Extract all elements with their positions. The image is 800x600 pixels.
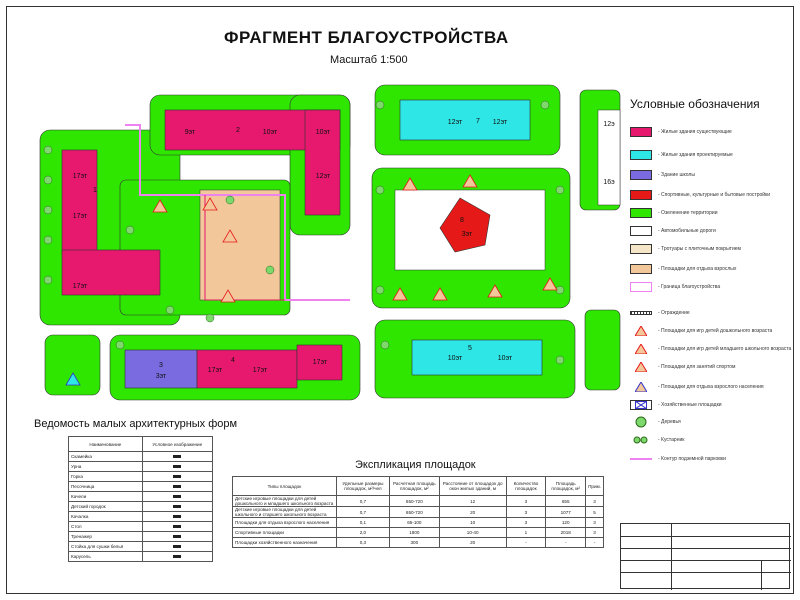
maf-name-cell: Качалка <box>69 512 143 522</box>
b8-floors: 3эт <box>461 231 473 238</box>
triangle-d-icon <box>630 382 652 392</box>
table-row <box>69 482 213 492</box>
legend-item <box>630 360 735 374</box>
maf-symbol-cell <box>142 482 212 492</box>
maf-symbol-cell <box>142 532 212 542</box>
legend-item-label: - Контур подземной парковки <box>658 456 726 462</box>
building-3 <box>125 350 197 388</box>
scale-label: Масштаб 1:500 <box>330 54 408 66</box>
table-row <box>233 538 604 548</box>
table-row <box>69 462 213 472</box>
expl-cell: 2018 <box>546 528 586 538</box>
legend-item <box>630 415 681 429</box>
expl-cell: 3 <box>586 528 604 538</box>
legend-title: Условные обозначения <box>630 97 760 111</box>
expl-cell: 20 <box>439 507 506 518</box>
page-title: ФРАГМЕНТ БЛАГОУСТРОЙСТВА <box>224 28 509 47</box>
maf-symbol-cell <box>142 452 212 462</box>
maf-symbol-cell <box>142 522 212 532</box>
building-2-wing <box>305 110 340 215</box>
b7-number: 7 <box>476 118 480 125</box>
expl-cell: 3 <box>506 518 546 528</box>
legend-item-label: - Здание школы <box>658 172 695 178</box>
table-row <box>69 492 213 502</box>
legend-item-label: - Жилые здания существующие <box>658 129 732 135</box>
tree-icon <box>44 236 52 244</box>
table-row <box>69 552 213 562</box>
legend-item-label: - Площадки для игр детей младшего школьного возраста <box>658 346 792 352</box>
triangle-b-icon <box>630 344 652 354</box>
maf-name-cell: Горка <box>69 472 143 482</box>
expl-cell: 1 <box>506 528 546 538</box>
fill-residential-icon <box>630 127 652 137</box>
legend-item <box>630 324 772 338</box>
tree-icon <box>376 101 384 109</box>
b1-label-c: 17эт <box>72 283 88 290</box>
expl-cell: 655 <box>546 496 586 507</box>
box-x-icon <box>630 400 652 410</box>
expl-cell: 10-40 <box>439 528 506 538</box>
legend-item-label: - Площадки для отдыха взрослых <box>658 266 737 272</box>
legend-item <box>630 168 695 182</box>
legend-item-label: - Кустарник <box>658 437 685 443</box>
expl-table-title: Экспликация площадок <box>355 459 476 471</box>
b3-number: 3 <box>159 362 163 369</box>
expl-header-cell: Прим. <box>586 477 604 496</box>
b8-number: 8 <box>460 217 464 224</box>
table-row <box>233 518 604 528</box>
table-row <box>233 496 604 507</box>
expl-cell: Детские игровые площадки для детей школьного и старшего школьного возраста <box>233 507 337 518</box>
shrub-icon <box>630 435 652 445</box>
legend-item <box>630 280 720 294</box>
expl-cell: - <box>546 538 586 548</box>
tree-icon <box>126 226 134 234</box>
b9-label-b: 16э <box>603 179 615 186</box>
b4-label-c: 17эт <box>312 359 328 366</box>
b4-label-a: 17эт <box>207 367 223 374</box>
expl-cell: 0,3 <box>336 538 389 548</box>
table-row <box>233 528 604 538</box>
tree-icon <box>376 286 384 294</box>
legend-item-label: - Тротуары с плиточным покрытием <box>658 246 741 252</box>
expl-cell: 65-100 <box>389 518 439 528</box>
tree-icon <box>44 146 52 154</box>
tree-icon <box>376 186 384 194</box>
legend-item-label: - Спортивные, культурные и бытовые постройки <box>658 192 771 198</box>
expl-cell: Спортивные площадки <box>233 528 337 538</box>
tree-icon <box>226 196 234 204</box>
title-block-stamp <box>620 523 790 589</box>
expl-cell: - <box>586 538 604 548</box>
expl-cell: 5 <box>586 507 604 518</box>
maf-symbol-cell <box>142 542 212 552</box>
maf-name-cell: Карусель <box>69 552 143 562</box>
tree-icon <box>44 176 52 184</box>
expl-header-cell: Расстояние от площадок до окон жилых зданий, м <box>439 477 506 496</box>
legend-item <box>630 262 736 276</box>
expl-cell: 1800 <box>389 528 439 538</box>
expl-cell: 20 <box>439 538 506 548</box>
b5-label-b: 10эт <box>497 355 513 362</box>
legend-item <box>630 224 716 238</box>
expl-header-cell: Расчетная площадь площадок, м² <box>389 477 439 496</box>
fill-lawn-icon <box>630 208 652 218</box>
legend-item-label: - Ограждение <box>658 310 690 316</box>
maf-symbol-cell <box>142 512 212 522</box>
legend-item-label: - Площадки для занятий спортом <box>658 364 736 370</box>
tree-icon <box>630 417 652 427</box>
tree-icon <box>44 206 52 214</box>
legend-item-label: - Автомобильные дороги <box>658 228 716 234</box>
tree-icon <box>116 341 124 349</box>
maf-table <box>68 436 213 562</box>
b1-number: 1 <box>93 187 97 194</box>
b3-floors: 3эт <box>155 373 167 380</box>
expl-cell: 2,0 <box>336 528 389 538</box>
maf-symbol-cell <box>142 552 212 562</box>
b2-label-d: 12эт <box>315 173 331 180</box>
expl-cell: 3 <box>586 518 604 528</box>
expl-cell: Детские игровые площадки для детей дошкольного и младшего школьного возраста <box>233 496 337 507</box>
legend-item <box>630 188 770 202</box>
table-row <box>69 452 213 462</box>
b2-label-a: 9эт <box>184 129 196 136</box>
b7-label-b: 12эт <box>492 119 508 126</box>
expl-cell: 10 <box>439 518 506 528</box>
legend-item-label: - Озеленение территории <box>658 210 718 216</box>
legend-item-label: - Деревья <box>658 419 681 425</box>
expl-table-header <box>233 477 604 496</box>
legend-item <box>630 342 791 356</box>
maf-symbol-cell <box>142 472 212 482</box>
maf-name-cell: Качели <box>69 492 143 502</box>
maf-name-cell: Детский городок <box>69 502 143 512</box>
tree-icon <box>266 266 274 274</box>
maf-symbol-cell <box>142 492 212 502</box>
table-row <box>69 532 213 542</box>
expl-cell: 1077 <box>546 507 586 518</box>
table-row <box>69 512 213 522</box>
tree-icon <box>206 314 214 322</box>
fence-icon <box>630 311 652 315</box>
fill-playground-icon <box>630 264 652 274</box>
triangle-c-icon <box>630 362 652 372</box>
legend-item <box>630 433 684 447</box>
tree-icon <box>541 101 549 109</box>
expl-cell: - <box>506 538 546 548</box>
b1-label-a: 17эт <box>72 173 88 180</box>
line-pink-icon <box>630 458 652 460</box>
legend-item-label: - Площадки для отдыха взрослого населения <box>658 384 764 390</box>
expl-header-cell: Площадь площадок, м² <box>546 477 586 496</box>
table-row <box>69 542 213 552</box>
expl-cell: Площадки для отдыха взрослого населения <box>233 518 337 528</box>
explication-table <box>232 476 604 548</box>
b2-number: 2 <box>236 127 240 134</box>
tree-icon <box>166 306 174 314</box>
legend-item-label: - Площадки для игр детей дошкольного возраста <box>658 328 773 334</box>
building-7 <box>400 100 530 140</box>
b9-label-a: 12э <box>603 121 615 128</box>
fill-planned-icon <box>630 150 652 160</box>
expl-cell: 120 <box>546 518 586 528</box>
legend-item <box>630 452 726 466</box>
expl-cell: 3 <box>506 496 546 507</box>
triangle-a-icon <box>630 326 652 336</box>
building-1-wing <box>62 150 97 255</box>
legend-item-label: - Жилые здания проектируемые <box>658 152 733 158</box>
b2-label-b: 10эт <box>262 129 278 136</box>
lawn-right-bottom <box>585 310 620 390</box>
tree-icon <box>44 276 52 284</box>
legend-item <box>630 398 722 412</box>
legend-item <box>630 206 718 220</box>
fill-school-icon <box>630 170 652 180</box>
b1-label-b: 17эт <box>72 213 88 220</box>
b7-label-a: 12эт <box>447 119 463 126</box>
fill-paving-icon <box>630 244 652 254</box>
legend-item <box>630 380 764 394</box>
b2-label-c: 10эт <box>315 129 331 136</box>
expl-cell: Площадки хозяйственного назначения <box>233 538 337 548</box>
maf-header-symbol: Условное изображение <box>142 437 212 452</box>
maf-name-cell: Стойка для сушки белья <box>69 542 143 552</box>
maf-symbol-cell <box>142 502 212 512</box>
b5-number: 5 <box>468 345 472 352</box>
maf-header-name: Наименование <box>69 437 143 452</box>
expl-cell: 12 <box>439 496 506 507</box>
table-row <box>233 507 604 518</box>
expl-header-cell: Количество площадок <box>506 477 546 496</box>
expl-cell: 0,7 <box>336 496 389 507</box>
maf-name-cell: Песочница <box>69 482 143 492</box>
expl-header-cell: Типы площадок <box>233 477 337 496</box>
fill-road-icon <box>630 226 652 236</box>
maf-table-title: Ведомость малых архитектурных форм <box>34 418 238 430</box>
maf-name-cell: Тренажер <box>69 532 143 542</box>
expl-cell: 3 <box>586 496 604 507</box>
b4-number: 4 <box>231 357 235 364</box>
legend-item <box>630 125 732 139</box>
expl-cell: 0,7 <box>336 507 389 518</box>
table-row <box>69 472 213 482</box>
b5-label-a: 10эт <box>447 355 463 362</box>
tree-icon <box>556 356 564 364</box>
legend-item <box>630 242 741 256</box>
legend-item-label: - Хозяйственные площадки <box>658 402 722 408</box>
maf-symbol-cell <box>142 462 212 472</box>
line-pink-box-icon <box>630 282 652 292</box>
expl-cell: 650-720 <box>389 496 439 507</box>
expl-cell: 0,1 <box>336 518 389 528</box>
lawn-small-school <box>45 335 100 395</box>
maf-name-cell: Урна <box>69 462 143 472</box>
tree-icon <box>381 341 389 349</box>
legend-item <box>630 306 690 320</box>
b4-label-b: 17эт <box>252 367 268 374</box>
maf-table-header <box>69 437 213 452</box>
building-5 <box>412 340 542 375</box>
tree-icon <box>556 186 564 194</box>
expl-cell: 650-720 <box>389 507 439 518</box>
fill-commercial-icon <box>630 190 652 200</box>
maf-name-cell: Скамейка <box>69 452 143 462</box>
expl-header-cell: Удельные размеры площадок, м²/чел <box>336 477 389 496</box>
maf-name-cell: Стол <box>69 522 143 532</box>
expl-cell: 300 <box>389 538 439 548</box>
table-row <box>69 522 213 532</box>
legend-item <box>630 148 733 162</box>
table-row <box>69 502 213 512</box>
expl-cell: 3 <box>506 507 546 518</box>
legend-item-label: - Граница благоустройства <box>658 284 721 290</box>
